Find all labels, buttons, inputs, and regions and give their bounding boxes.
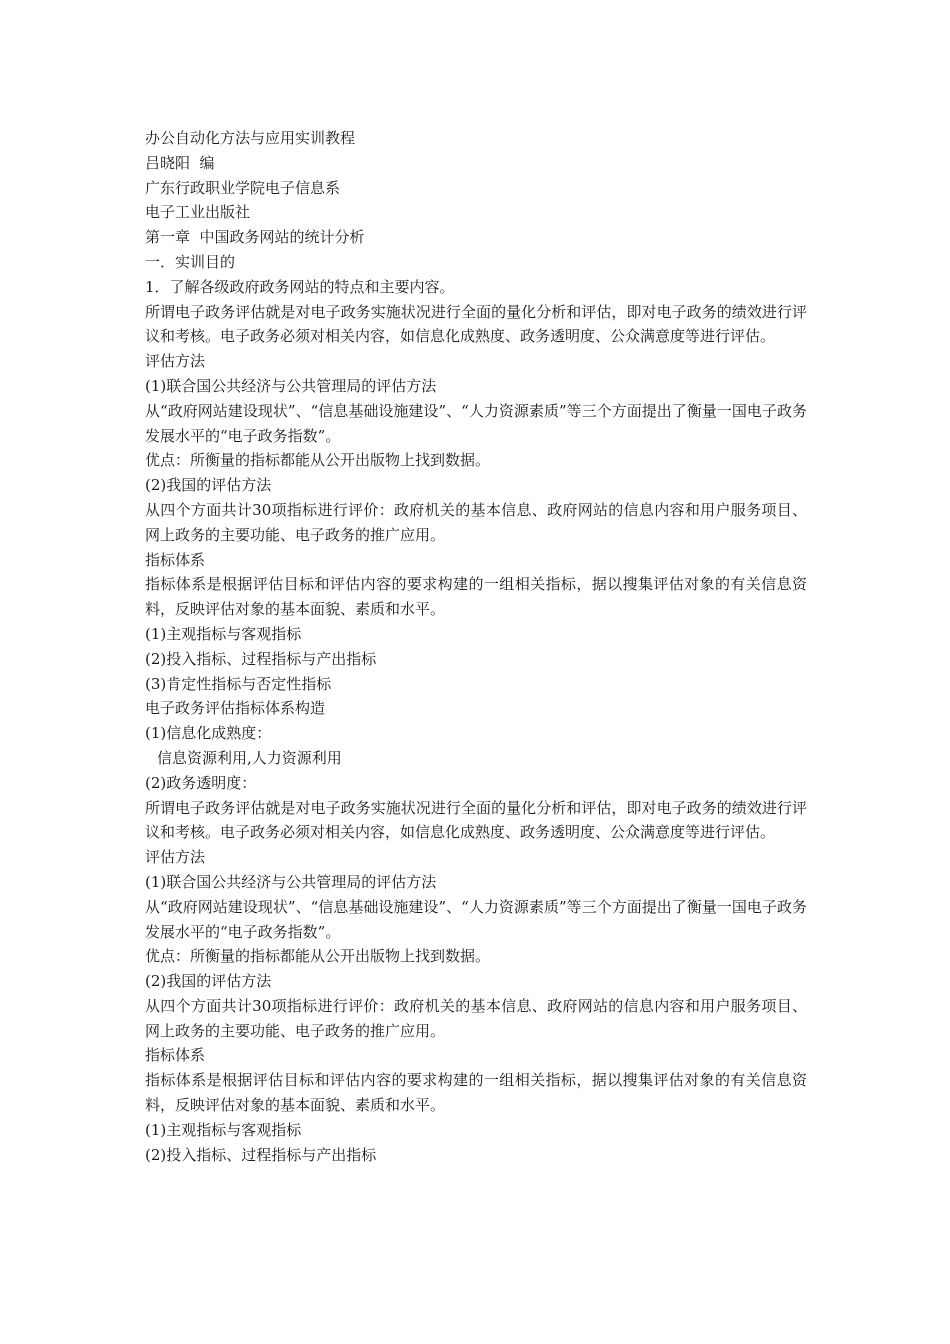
paragraph-advantage: 优点：所衡量的指标都能从公开出版物上找到数据。 — [145, 947, 491, 966]
document-page — [145, 126, 807, 1167]
paragraph-indicators: 指标体系是根据评估目标和评估内容的要求构建的一组相关指标，据以搜集评估对象的有关信息资料，反映评估对象的基本面貌、素质和水平。 — [145, 575, 807, 619]
paragraph-advantage: 优点：所衡量的指标都能从公开出版物上找到数据。 — [145, 451, 491, 470]
subheading-methods: 评估方法 — [145, 848, 206, 867]
document-title: 办公自动化方法与应用实训教程 — [145, 129, 356, 147]
subheading-indicators: 指标体系 — [145, 1046, 206, 1065]
list-item: (1)主观指标与客观指标 — [145, 1120, 302, 1139]
subheading-indicators: 指标体系 — [145, 550, 206, 569]
list-item-detail: 信息资源利用,人力资源利用 — [157, 748, 342, 767]
section-heading: 一．实训目的 — [145, 252, 236, 271]
paragraph-definition: 所谓电子政务评估就是对电子政务实施状况进行全面的量化分析和评估，即对电子政务的绩效进行评议和考核。电子政务必须对相关内容，如信息化成熟度、政务透明度、公众满意度等进行评估。 — [145, 798, 807, 842]
list-item: (2)我国的评估方法 — [145, 476, 272, 495]
paragraph-definition: 所谓电子政务评估就是对电子政务实施状况进行全面的量化分析和评估，即对电子政务的绩效进行评议和考核。电子政务必须对相关内容，如信息化成熟度、政务透明度、公众满意度等进行评估。 — [145, 302, 807, 346]
list-item: (1)联合国公共经济与公共管理局的评估方法 — [145, 376, 437, 395]
paragraph-un-method: 从“政府网站建设现状”、“信息基础设施建设”、“人力资源素质”等三个方面提出了衡量一国电子政务发展水平的“电子政务指数”。 — [145, 401, 807, 445]
document-author: 吕晓阳 编 — [145, 153, 215, 172]
objective-item: 1．了解各级政府政务网站的特点和主要内容。 — [145, 277, 455, 296]
paragraph-un-method: 从“政府网站建设现状”、“信息基础设施建设”、“人力资源素质”等三个方面提出了衡量一国电子政务发展水平的“电子政务指数”。 — [145, 897, 807, 941]
paragraph-cn-method: 从四个方面共计30项指标进行评价：政府机关的基本信息、政府网站的信息内容和用户服务项目、网上政务的主要功能、电子政务的推广应用。 — [145, 500, 807, 544]
document-publisher: 电子工业出版社 — [145, 203, 251, 222]
paragraph-cn-method: 从四个方面共计30项指标进行评价：政府机关的基本信息、政府网站的信息内容和用户服务项目、网上政务的主要功能、电子政务的推广应用。 — [145, 996, 807, 1040]
list-item: (2)我国的评估方法 — [145, 972, 272, 991]
list-item: (1)信息化成熟度： — [145, 724, 272, 743]
subheading-structure: 电子政务评估指标体系构造 — [145, 699, 326, 718]
document-institution: 广东行政职业学院电子信息系 — [145, 178, 341, 197]
paragraph-indicators: 指标体系是根据评估目标和评估内容的要求构建的一组相关指标，据以搜集评估对象的有关信息资料，反映评估对象的基本面貌、素质和水平。 — [145, 1071, 807, 1115]
list-item: (2)政务透明度： — [145, 773, 257, 792]
list-item: (2)投入指标、过程指标与产出指标 — [145, 649, 377, 668]
list-item: (2)投入指标、过程指标与产出指标 — [145, 1145, 377, 1164]
list-item: (1)联合国公共经济与公共管理局的评估方法 — [145, 872, 437, 891]
chapter-heading: 第一章 中国政务网站的统计分析 — [145, 228, 365, 247]
subheading-methods: 评估方法 — [145, 352, 206, 371]
list-item: (3)肯定性指标与否定性指标 — [145, 674, 332, 693]
list-item: (1)主观指标与客观指标 — [145, 624, 302, 643]
